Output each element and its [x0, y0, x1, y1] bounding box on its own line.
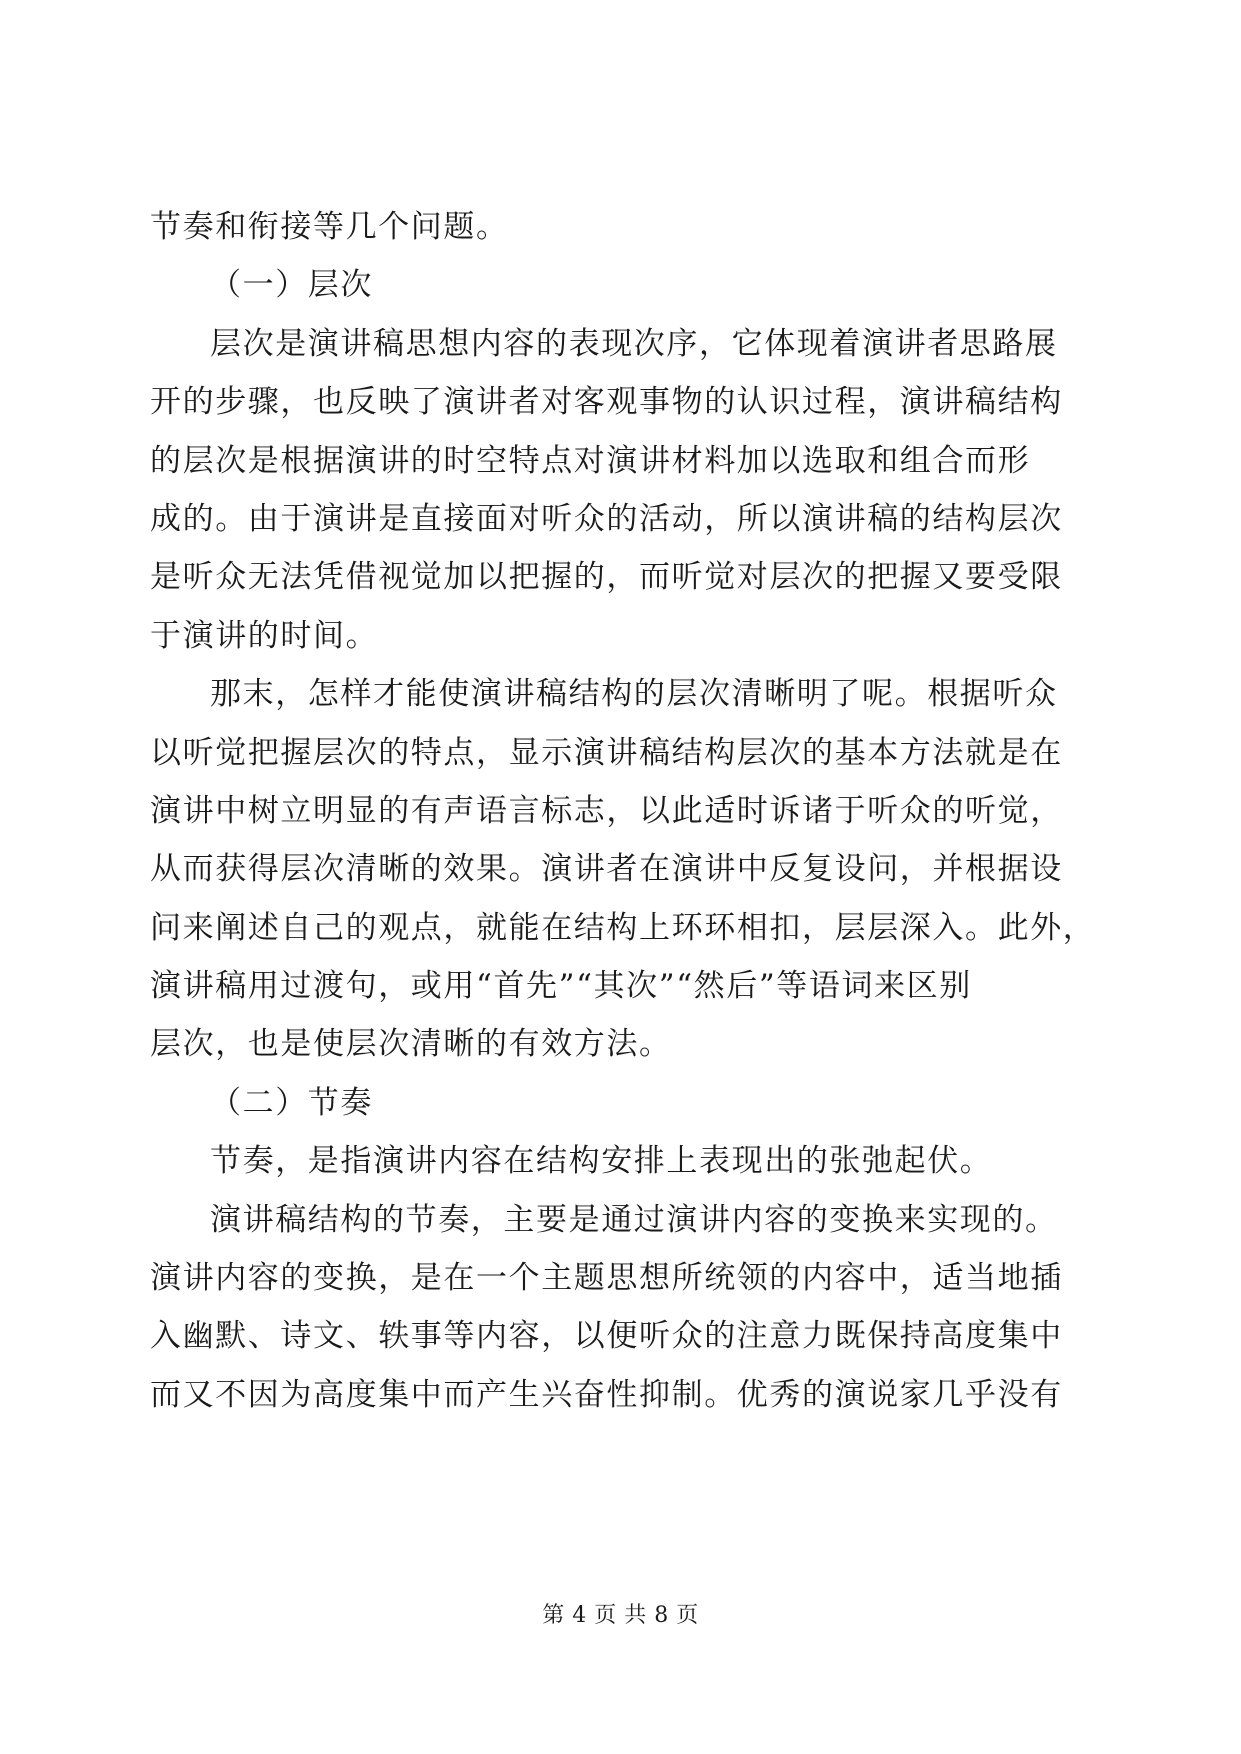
text-line: 节奏和衔接等几个问题。 [150, 209, 509, 245]
text-line: 问来阐述自己的观点，就能在结构上环环相扣，层层深入。此外， [150, 909, 1096, 946]
text-line: 演讲稿结构的节奏，主要是通过演讲内容的变换来实现的。 [210, 1201, 1058, 1238]
text-line: 于演讲的时间。 [150, 617, 379, 654]
text-line: 演讲中树立明显的有声语言标志，以此适时诉诸于听众的听觉， [150, 792, 1063, 829]
text-line: 开的步骤，也反映了演讲者对客观事物的认识过程，演讲稿结构 [150, 384, 1063, 421]
section-heading: （二）节奏 [210, 1084, 373, 1121]
text-line: 成的。由于演讲是直接面对听众的活动，所以演讲稿的结构层次 [150, 500, 1063, 537]
section-heading: （一）层次 [210, 267, 373, 304]
text-line: 入幽默、诗文、轶事等内容，以便听众的注意力既保持高度集中 [150, 1318, 1063, 1355]
text-line: 演讲稿用过渡句，或用“首先”“其次”“然后”等语词来区别 [150, 968, 972, 1005]
text-line: 的层次是根据演讲的时空特点对演讲材料加以选取和组合而形 [150, 442, 1031, 479]
text-line: 是听众无法凭借视觉加以把握的，而听觉对层次的把握又要受限 [150, 559, 1063, 596]
text-line: 层次是演讲稿思想内容的表现次序，它体现着演讲者思路展 [210, 325, 1058, 362]
text-line: 层次，也是使层次清晰的有效方法。 [150, 1026, 672, 1063]
text-line: 演讲内容的变换，是在一个主题思想所统领的内容中，适当地插 [150, 1260, 1063, 1297]
document-body [150, 198, 1110, 1424]
text-line: 而又不因为高度集中而产生兴奋性抑制。优秀的演说家几乎没有 [150, 1376, 1063, 1413]
text-line: 从而获得层次清晰的效果。演讲者在演讲中反复设问，并根据设 [150, 851, 1063, 888]
text-line: 那末，怎样才能使演讲稿结构的层次清晰明了呢。根据听众 [210, 676, 1058, 713]
text-line: 节奏，是指演讲内容在结构安排上表现出的张弛起伏。 [210, 1143, 993, 1180]
text-line: 以听觉把握层次的特点，显示演讲稿结构层次的基本方法就是在 [150, 734, 1063, 771]
page-footer [0, 1598, 1241, 1629]
page-number-label: 第 4 页 共 8 页 [542, 1603, 699, 1628]
